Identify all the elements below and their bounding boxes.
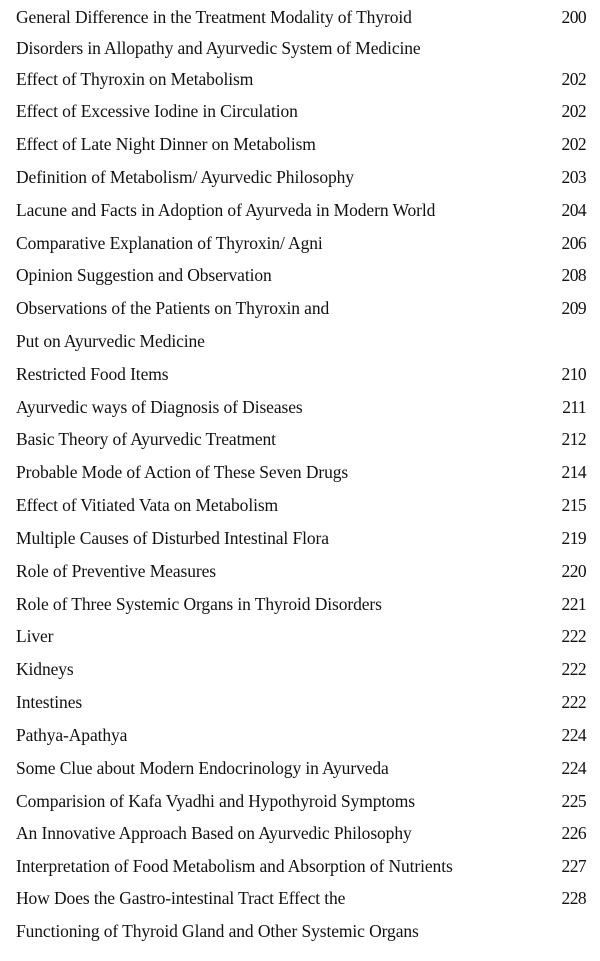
toc-entry-title: Role of Preventive Measures (16, 561, 216, 581)
toc-entry (16, 426, 586, 452)
toc-entry (16, 885, 586, 911)
toc-entry-page: 200 (561, 7, 586, 27)
toc-entry-page: 224 (561, 758, 586, 778)
toc-entry (16, 820, 586, 846)
toc-entry-page: 202 (561, 134, 586, 154)
toc-entry (16, 230, 586, 256)
toc-entry (16, 4, 586, 30)
toc-entry (16, 591, 586, 617)
toc-entry-title: Liver (16, 626, 54, 646)
toc-entry-page: 222 (561, 692, 586, 712)
toc-entry-page: 211 (562, 397, 586, 417)
toc-entry-page: 214 (561, 462, 586, 482)
toc-entry-page: 212 (561, 429, 586, 449)
toc-entry-page: 227 (561, 856, 586, 876)
toc-entry (16, 459, 586, 485)
toc-entry-page: 220 (561, 561, 586, 581)
toc-entry-page: 222 (561, 659, 586, 679)
toc-entry-title: Restricted Food Items (16, 364, 169, 384)
toc-entry (16, 525, 586, 551)
toc-entry-page: 215 (561, 495, 586, 515)
toc-entry-page: 203 (561, 167, 586, 187)
toc-entry (16, 722, 586, 748)
toc-entry-title: Interpretation of Food Metabolism and Absorption of Nutrients (16, 856, 453, 876)
toc-entry (16, 295, 586, 321)
toc-entry (16, 788, 586, 814)
toc-entry-page: 204 (561, 200, 586, 220)
toc-entry (16, 131, 586, 157)
toc-entry-title: Effect of Late Night Dinner on Metabolism (16, 134, 316, 154)
toc-entry (16, 853, 586, 879)
toc-entry-page: 209 (561, 298, 586, 318)
toc-entry-page: 221 (561, 594, 586, 614)
toc-entry-title: Definition of Metabolism/ Ayurvedic Philosophy (16, 167, 354, 187)
toc-entry-page: 224 (561, 725, 586, 745)
toc-entry-title: Effect of Excessive Iodine in Circulation (16, 101, 298, 121)
toc-entry (16, 164, 586, 190)
toc-entry-page: 228 (561, 888, 586, 908)
toc-entry-title: Observations of the Patients on Thyroxin and (16, 298, 330, 318)
toc-entry (16, 656, 586, 682)
toc-entry-title: Basic Theory of Ayurvedic Treatment (16, 429, 276, 449)
toc-entry-title: Comparision of Kafa Vyadhi and Hypothyroid Symptoms (16, 791, 415, 811)
toc-entry-title: Effect of Thyroxin on Metabolism (16, 69, 254, 89)
toc-entry-page: 202 (561, 101, 586, 121)
toc-entry (16, 197, 586, 223)
toc-entry-title: Multiple Causes of Disturbed Intestinal Flora (16, 528, 329, 548)
toc-entry (16, 66, 586, 92)
toc-entry-title: Pathya-Apathya (16, 725, 128, 745)
toc-entry (16, 98, 586, 124)
toc-entry (16, 755, 586, 781)
toc-entry (16, 35, 586, 61)
toc-entry-title: Comparative Explanation of Thyroxin/ Agni (16, 233, 323, 253)
toc-entry (16, 689, 586, 715)
toc-entry-title: Role of Three Systemic Organs in Thyroid Disorders (16, 594, 382, 614)
toc-entry-page: 202 (561, 69, 586, 89)
toc-entry-title: Put on Ayurvedic Medicine (16, 331, 205, 351)
toc-entry-page: 226 (561, 823, 586, 843)
toc-entry-page: 206 (561, 233, 586, 253)
toc-entry-page: 225 (561, 791, 586, 811)
toc-entry (16, 492, 586, 518)
toc-entry-title: Lacune and Facts in Adoption of Ayurveda in Modern World (16, 200, 436, 220)
toc-entry-title: General Difference in the Treatment Modality of Thyroid (16, 7, 412, 27)
toc-entry-page: 222 (561, 626, 586, 646)
toc-entry-page: 219 (561, 528, 586, 548)
toc-entry (16, 918, 586, 944)
toc-entry-title: Kidneys (16, 659, 74, 679)
toc-entry-title: Disorders in Allopathy and Ayurvedic System of Medicine (16, 38, 421, 58)
toc-entry-title: Some Clue about Modern Endocrinology in Ayurveda (16, 758, 389, 778)
toc-entry-title: Intestines (16, 692, 83, 712)
toc-entry-title: Opinion Suggestion and Observation (16, 265, 272, 285)
toc-entry-title: How Does the Gastro-intestinal Tract Effect the (16, 888, 346, 908)
toc-entry-page: 208 (561, 265, 586, 285)
toc-entry-title: Effect of Vitiated Vata on Metabolism (16, 495, 279, 515)
toc-entry (16, 394, 586, 420)
toc-entry (16, 623, 586, 649)
toc-entry (16, 328, 586, 354)
toc-entry-title: Functioning of Thyroid Gland and Other Systemic Organs (16, 921, 419, 941)
toc-entry-title: Ayurvedic ways of Diagnosis of Diseases (16, 397, 303, 417)
toc-entry (16, 262, 586, 288)
toc-entry-page: 210 (561, 364, 586, 384)
toc-entry-title: Probable Mode of Action of These Seven Drugs (16, 462, 349, 482)
toc-entry-title: An Innovative Approach Based on Ayurvedic Philosophy (16, 823, 412, 843)
toc-entry (16, 558, 586, 584)
toc-entry (16, 361, 586, 387)
